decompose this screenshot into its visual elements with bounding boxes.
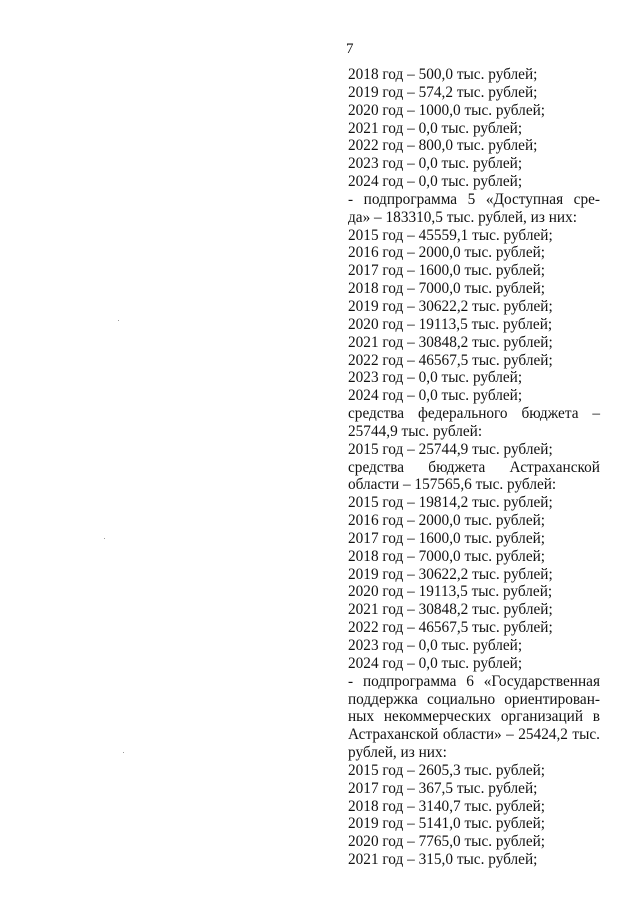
text-line: 2022 год – 800,0 тыс. рублей; (348, 137, 538, 155)
text-line: 2024 год – 0,0 тыс. рублей; (348, 387, 523, 405)
text-line: средства федерального бюджета – (348, 405, 600, 423)
text-line: - подпрограмма 6 «Государственная (348, 672, 600, 690)
text-line: 2018 год – 500,0 тыс. рублей; (348, 66, 538, 83)
text-line: 2023 год – 0,0 тыс. рублей; (348, 637, 523, 654)
text-line: области – 157565,6 тыс. рублей: (348, 476, 557, 494)
funding-text-column (348, 66, 600, 869)
text-line: 2023 год – 0,0 тыс. рублей; (348, 369, 523, 387)
text-line: 2017 год – 1600,0 тыс. рублей; (348, 262, 546, 280)
text-line: 2018 год – 7000,0 тыс. рублей; (348, 547, 546, 565)
text-line: 25744,9 тыс. рублей: (348, 422, 483, 440)
text-line: поддержка социально ориентирован- (348, 690, 600, 708)
text-line: 2018 год – 3140,7 тыс. рублей; (348, 797, 546, 815)
text-line: 2023 год – 0,0 тыс. рублей; (348, 155, 523, 173)
text-line: 2021 год – 315,0 тыс. рублей; (348, 851, 538, 869)
text-line: 2024 год – 0,0 тыс. рублей; (348, 173, 523, 191)
text-line: 2015 год – 45559,1 тыс. рублей; (348, 226, 553, 244)
text-line: 2016 год – 2000,0 тыс. рублей; (348, 244, 546, 262)
text-line: 2015 год – 19814,2 тыс. рублей; (348, 494, 553, 512)
text-line: ных некоммерческих организаций в (348, 708, 600, 726)
text-line: 2015 год – 2605,3 тыс. рублей; (348, 761, 546, 779)
text-line: средства бюджета Астраханской (348, 458, 600, 476)
text-line: Астраханской области» – 25424,2 тыс. (348, 726, 600, 744)
page-number: 7 (346, 41, 354, 57)
text-line: 2024 год – 0,0 тыс. рублей; (348, 654, 523, 672)
text-line: 2021 год – 30848,2 тыс. рублей; (348, 333, 553, 351)
text-line: 2019 год – 30622,2 тыс. рублей; (348, 297, 553, 315)
text-line: 2018 год – 7000,0 тыс. рублей; (348, 280, 546, 298)
scan-speck (123, 752, 124, 753)
text-line: 2022 год – 46567,5 тыс. рублей; (348, 351, 553, 369)
text-line: да» – 183310,5 тыс. рублей, из них: (348, 208, 577, 226)
text-line: 2016 год – 2000,0 тыс. рублей; (348, 512, 546, 530)
text-line: 2022 год – 46567,5 тыс. рублей; (348, 619, 553, 637)
text-line: 2020 год – 1000,0 тыс. рублей; (348, 101, 546, 119)
text-line: 2019 год – 30622,2 тыс. рублей; (348, 565, 553, 583)
text-line: рублей, из них: (348, 744, 447, 762)
text-line: 2019 год – 574,2 тыс. рублей; (348, 83, 538, 101)
text-line: 2017 год – 367,5 тыс. рублей; (348, 779, 538, 797)
scan-speck (104, 538, 105, 539)
text-line: 2020 год – 19113,5 тыс. рублей; (348, 583, 553, 601)
text-line: 2021 год – 0,0 тыс. рублей; (348, 119, 523, 137)
text-line: 2017 год – 1600,0 тыс. рублей; (348, 529, 546, 547)
scan-speck (118, 320, 119, 321)
text-line: 2020 год – 7765,0 тыс. рублей; (348, 833, 546, 851)
text-line: 2020 год – 19113,5 тыс. рублей; (348, 315, 553, 333)
text-line: - подпрограмма 5 «Доступная сре- (348, 190, 600, 208)
text-line: 2021 год – 30848,2 тыс. рублей; (348, 601, 553, 619)
text-line: 2015 год – 25744,9 тыс. рублей; (348, 440, 553, 458)
text-line: 2019 год – 5141,0 тыс. рублей; (348, 815, 546, 833)
